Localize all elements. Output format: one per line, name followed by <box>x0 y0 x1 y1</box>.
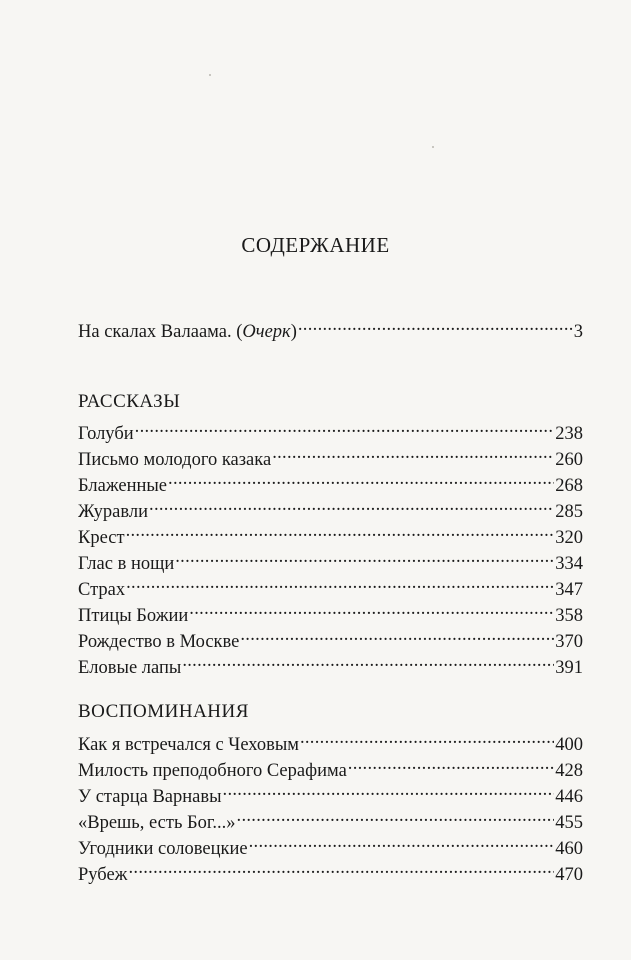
toc-entry[interactable] <box>78 493 583 522</box>
toc-entry[interactable] <box>78 752 583 781</box>
toc-entry-title: Еловые лапы <box>78 658 182 678</box>
toc-entry[interactable] <box>78 623 583 652</box>
toc-entry-title: На скалах Валаама. (Очерк) <box>78 322 297 342</box>
toc-entry-title: Угодники соловецкие <box>78 839 248 859</box>
dot-leader <box>300 726 554 750</box>
dot-leader <box>240 623 554 647</box>
toc-entry-page: 391 <box>555 658 583 678</box>
toc-entry-title: Страх <box>78 580 126 600</box>
dot-leader <box>272 441 554 465</box>
toc-entry-page: 238 <box>555 424 583 444</box>
toc-entry-page: 3 <box>573 322 583 342</box>
toc-entry-title: Голуби <box>78 424 134 444</box>
section-heading-stories: РАССКАЗЫ <box>78 391 181 412</box>
toc-entry-page: 446 <box>555 787 583 807</box>
paper-speck <box>209 74 211 76</box>
toc-entry-title: Рубеж <box>78 865 128 885</box>
toc-entry[interactable] <box>78 856 583 885</box>
toc-entry[interactable] <box>78 726 583 755</box>
toc-entry-title: У старца Варнавы <box>78 787 222 807</box>
toc-entry-page: 347 <box>555 580 583 600</box>
dot-leader <box>168 467 554 491</box>
page-title: СОДЕРЖАНИЕ <box>241 233 390 257</box>
dot-leader <box>249 830 555 854</box>
toc-entry-page: 470 <box>555 865 583 885</box>
dot-leader <box>175 545 554 569</box>
toc-entry-title: Глас в нощи <box>78 554 175 574</box>
toc-entry-title: Как я встречался с Чеховым <box>78 735 299 755</box>
dot-leader <box>237 804 555 828</box>
toc-entry[interactable] <box>78 778 583 807</box>
dot-leader <box>189 597 554 621</box>
toc-entry[interactable] <box>78 571 583 600</box>
dot-leader <box>126 519 555 543</box>
toc-entry[interactable] <box>78 467 583 496</box>
toc-entry[interactable] <box>78 804 583 833</box>
dot-leader <box>135 415 555 439</box>
dot-leader <box>182 649 554 673</box>
toc-entry-title: Милость преподобного Серафима <box>78 761 347 781</box>
toc-entry-title: Крест <box>78 528 125 548</box>
toc-entry-page: 285 <box>555 502 583 522</box>
toc-entry-title: Письмо молодого казака <box>78 450 272 470</box>
toc-entry[interactable] <box>78 441 583 470</box>
toc-entry-page: 428 <box>555 761 583 781</box>
paper-speck <box>432 146 434 148</box>
toc-entry[interactable] <box>78 597 583 626</box>
toc-entry-intro[interactable] <box>78 313 583 342</box>
toc-entry-title: «Врешь, есть Бог...» <box>78 813 236 833</box>
toc-entry[interactable] <box>78 830 583 859</box>
toc-entry-page: 320 <box>555 528 583 548</box>
toc-entry[interactable] <box>78 415 583 444</box>
dot-leader <box>126 571 554 595</box>
dot-leader <box>149 493 554 517</box>
toc-entry-page: 455 <box>555 813 583 833</box>
toc-entry[interactable] <box>78 545 583 574</box>
toc-entry-title: Рождество в Москве <box>78 632 240 652</box>
toc-entry[interactable] <box>78 519 583 548</box>
toc-entry-title: Журавли <box>78 502 149 522</box>
dot-leader <box>298 313 573 337</box>
dot-leader <box>223 778 555 802</box>
toc-entry[interactable] <box>78 649 583 678</box>
toc-entry-title: Блаженные <box>78 476 168 496</box>
toc-entry-page: 334 <box>555 554 583 574</box>
toc-entry-page: 268 <box>555 476 583 496</box>
toc-entry-page: 400 <box>555 735 583 755</box>
toc-entry-page: 460 <box>555 839 583 859</box>
dot-leader <box>128 856 554 880</box>
toc-entry-title: Птицы Божии <box>78 606 189 626</box>
toc-entry-page: 358 <box>555 606 583 626</box>
dot-leader <box>348 752 554 776</box>
toc-entry-page: 370 <box>555 632 583 652</box>
section-heading-memoirs: ВОСПОМИНАНИЯ <box>78 701 249 722</box>
toc-entry-page: 260 <box>555 450 583 470</box>
